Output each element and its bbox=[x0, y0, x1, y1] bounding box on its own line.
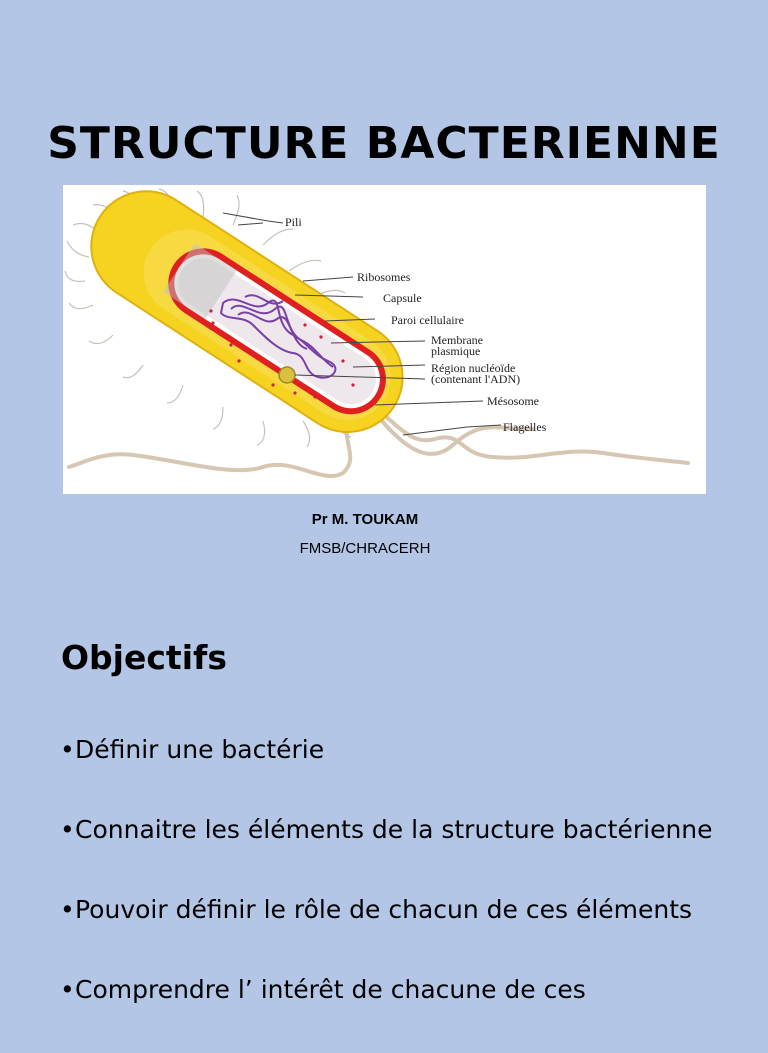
list-item bbox=[60, 813, 740, 847]
bullet-icon: • bbox=[60, 815, 75, 844]
author-affiliation: FMSB/CHRACERH bbox=[299, 540, 431, 557]
objective-text: Comprendre l’ intérêt de chacune de ces bbox=[75, 975, 586, 1004]
label-flagelles: Flagelles bbox=[503, 420, 547, 434]
author-name: Pr M. TOUKAM bbox=[311, 511, 419, 528]
list-item bbox=[60, 733, 740, 767]
label-nucleoide-1: Région nucléoïde bbox=[431, 361, 516, 375]
label-paroi: Paroi cellulaire bbox=[391, 313, 464, 327]
label-nucleoide-2: (contenant l'ADN) bbox=[431, 372, 521, 386]
slide-title: STRUCTURE BACTERIENNE bbox=[47, 118, 721, 169]
objective-text: Définir une bactérie bbox=[75, 735, 325, 764]
objective-text: Connaitre les éléments de la structure bactérienne bbox=[75, 815, 713, 844]
label-ribosomes: Ribosomes bbox=[357, 270, 411, 284]
bullet-icon: • bbox=[60, 735, 75, 764]
label-membrane-1: Membrane bbox=[431, 333, 483, 347]
label-capsule: Capsule bbox=[383, 291, 422, 305]
label-membrane-2: plasmique bbox=[431, 344, 481, 358]
list-item bbox=[60, 973, 740, 1007]
bullet-icon: • bbox=[60, 975, 75, 1004]
bacteria-diagram bbox=[63, 185, 706, 494]
mesosome bbox=[279, 367, 295, 383]
objectives-heading: Objectifs bbox=[61, 638, 228, 677]
bullet-icon: • bbox=[60, 895, 75, 924]
objective-text: Pouvoir définir le rôle de chacun de ces éléments bbox=[75, 895, 693, 924]
label-pili: Pili bbox=[285, 215, 302, 229]
list-item bbox=[60, 893, 740, 927]
label-mesosome: Mésosome bbox=[487, 394, 539, 408]
objectives-list bbox=[60, 733, 740, 1053]
